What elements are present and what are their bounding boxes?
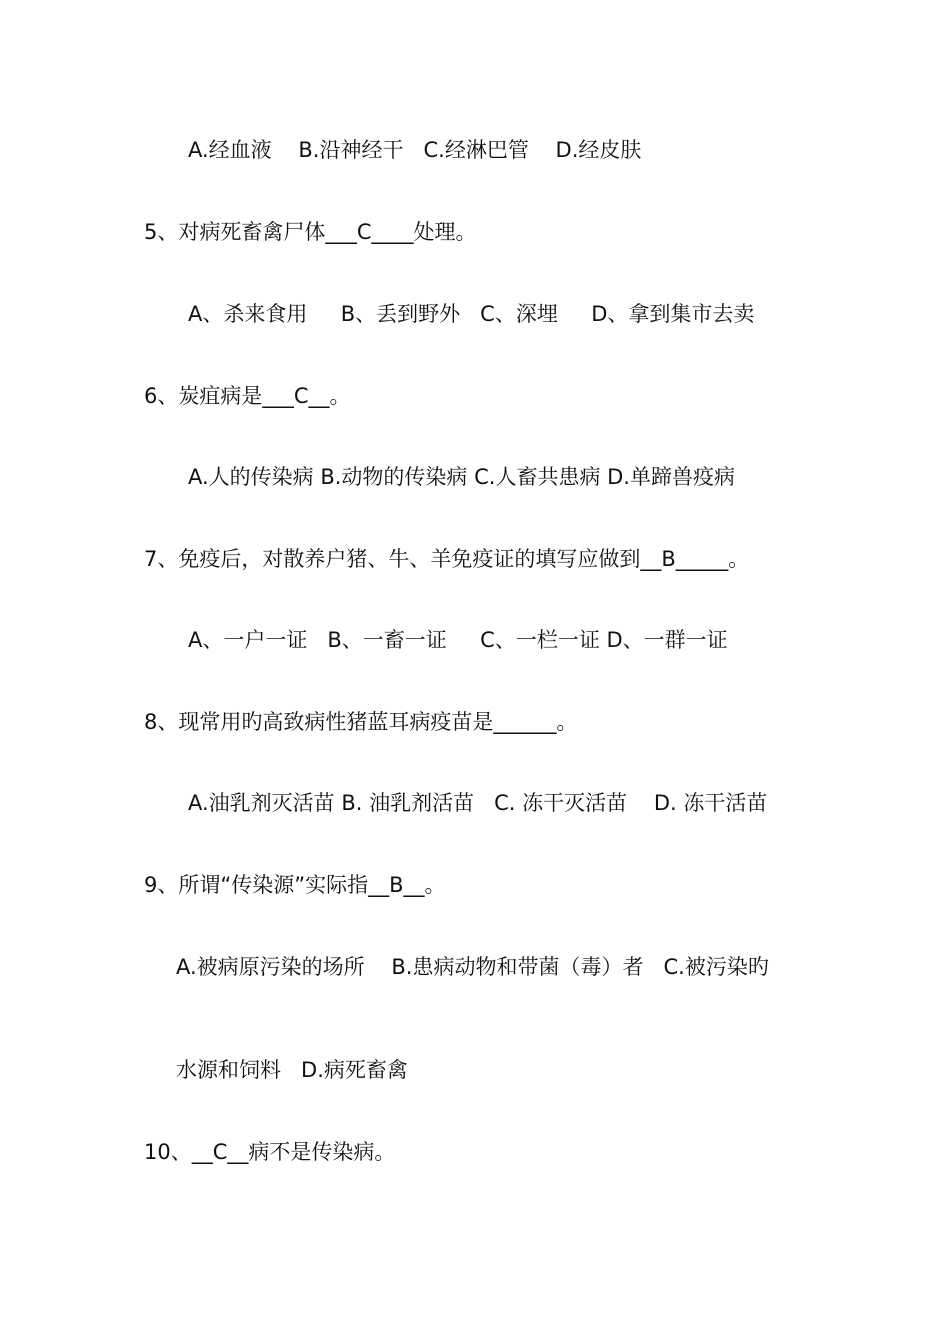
q10-question: 10、__C__病不是传染病。 [144,1140,396,1164]
q5-options: A、杀来食用 B、丢到野外 C、深埋 D、拿到集市去卖 [188,302,755,326]
q5-question: 5、对病死畜禽尸体___C____处理。 [144,220,477,244]
q7-options: A、一户一证 B、一畜一证 C、一栏一证 D、一群一证 [188,628,728,652]
q9-options-line2: 水源和饲料 D.病死畜禽 [176,1058,408,1082]
q6-options: A.人的传染病 B.动物的传染病 C.人畜共患病 D.单蹄兽疫病 [188,465,735,489]
q9-question: 9、所谓“传染源”实际指__B__。 [144,873,446,897]
q7-question: 7、免疫后，对散养户猪、牛、羊免疫证的填写应做到__B_____。 [144,547,750,571]
q9-options-line1: A.被病原污染的场所 B.患病动物和带菌（毒）者 C.被污染旳 [176,955,769,979]
q8-question: 8、现常用旳高致病性猪蓝耳病疫苗是______。 [144,710,578,734]
q4-options: A.经血液 B.沿神经干 C.经淋巴管 D.经皮肤 [188,138,642,162]
q6-question: 6、炭疽病是___C__。 [144,384,351,408]
q8-options: A.油乳剂灭活苗 B. 油乳剂活苗 C. 冻干灭活苗 D. 冻干活苗 [188,791,768,815]
